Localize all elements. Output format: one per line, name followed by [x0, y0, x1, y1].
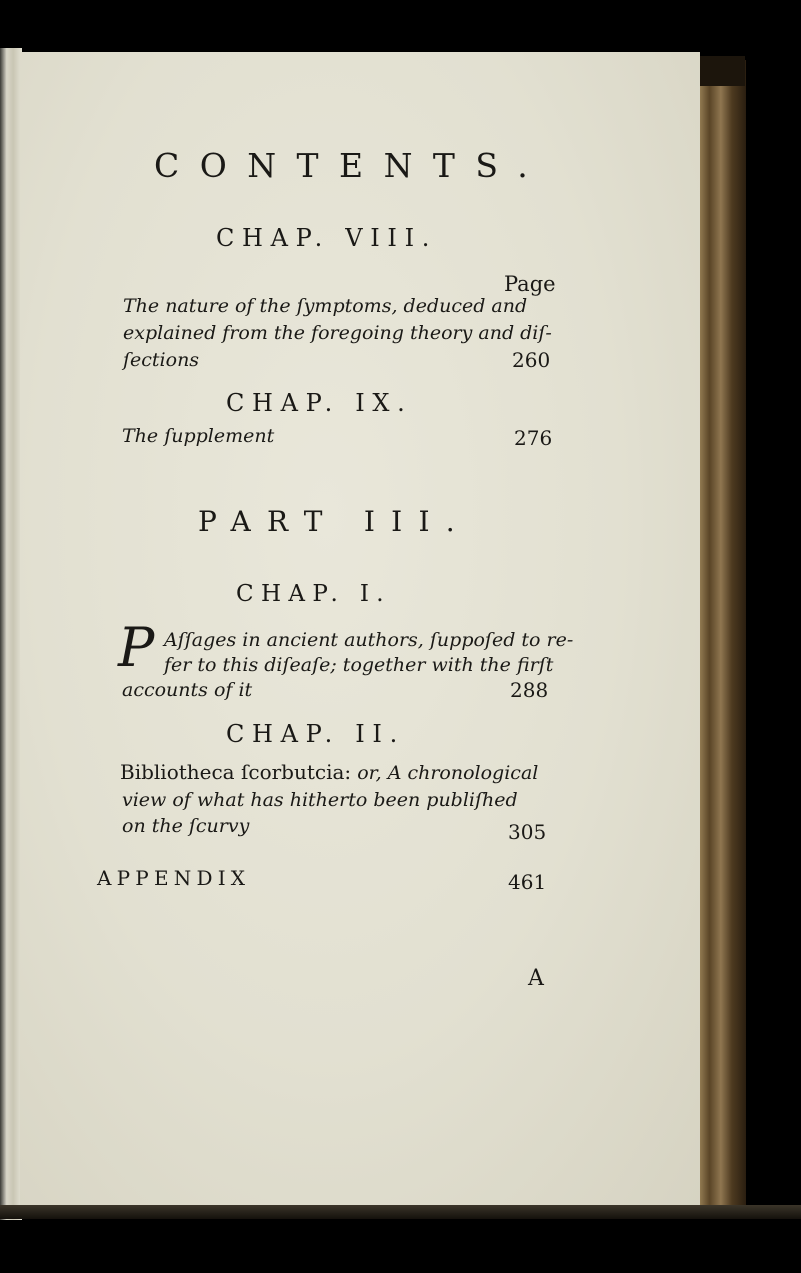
page-number: 260 [512, 348, 551, 372]
entry-line: The ſupplement [122, 425, 275, 447]
entry-line [120, 760, 538, 784]
page-column-label: Page [504, 272, 556, 296]
entry-line: The nature of the ſymptoms, deduced and [123, 295, 528, 317]
chapter-heading-ii: CHAP. II. [226, 720, 405, 748]
entry-line-roman: Bibliotheca ſcorbutcia: [120, 760, 352, 784]
chapter-heading-ix: CHAP. IX. [226, 389, 413, 417]
entry-line: accounts of it [122, 679, 253, 701]
drop-capital: P [118, 616, 155, 679]
entry-line: on the ſcurvy [122, 815, 250, 837]
page-number: 461 [508, 870, 547, 894]
entry-line: fer to this diſeaſe; together with the firſt [164, 654, 554, 676]
chapter-heading-viii: CHAP. VIII. [216, 224, 438, 252]
left-page-edge [0, 48, 22, 1220]
part-heading: PART III. [198, 505, 471, 538]
entry-line: view of what has hitherto been publiſhed [122, 789, 518, 811]
page-number: 305 [508, 820, 547, 844]
catchword: A [528, 966, 544, 991]
page-bottom-edge [0, 1205, 801, 1219]
page-number: 276 [514, 426, 553, 450]
appendix-label: APPENDIX [97, 866, 251, 890]
spine-shadow [700, 56, 745, 86]
chapter-heading-i: CHAP. I. [236, 581, 391, 607]
page-title: CONTENTS. [154, 146, 549, 185]
page-number: 288 [510, 678, 549, 702]
entry-line: explained from the foregoing theory and diſ- [123, 322, 552, 344]
entry-line: ſections [123, 349, 200, 371]
entry-line: Aſſages in ancient authors, ſuppoſed to re- [164, 629, 574, 651]
entry-line-italic: or, A chronological [351, 762, 539, 784]
